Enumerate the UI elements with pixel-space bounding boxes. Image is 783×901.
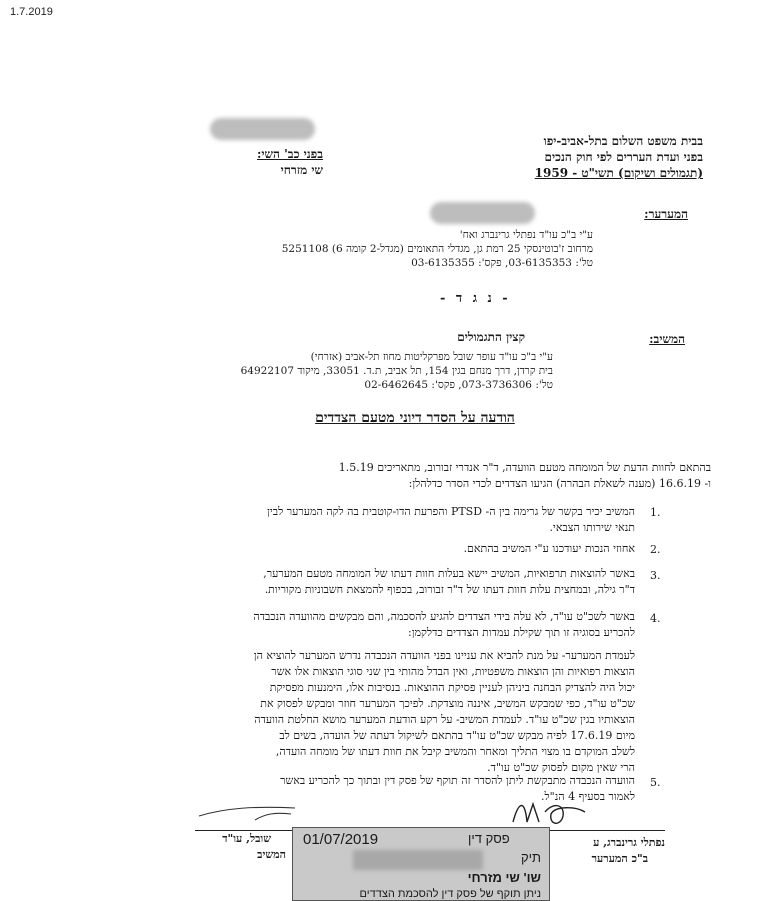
item-text	[135, 541, 635, 557]
appellant-details	[282, 228, 593, 270]
item-number: 2.	[650, 543, 661, 556]
item-line: באשר לשכ"ט עו"ד, לא עלה בידי הצדדים להגיע להסכמה, והם מבקשים מהוועדה הנכבדה	[253, 610, 635, 623]
respondent-label: המשיב:	[649, 332, 685, 346]
print-date: 1.7.2019	[10, 6, 53, 18]
court-line: (תגמולים ושיקום) תשי"ט - 1959	[534, 166, 703, 180]
respondent-line: טל': 073-3736306, פקס': 02-6462645	[364, 379, 553, 391]
appellant-counsel-role: ב"כ המערער	[591, 852, 648, 865]
intro-line: בהתאם לחוות הדעת של המומחה מטעם הוועדה, ד"ר אנדרי זבורוב, מתאריכים 1.5.19	[338, 461, 711, 474]
item-number: 4.	[650, 612, 661, 625]
positions-line: יכול היה להצדיק הבחנה ביניהן לעניין פסיקת ההוצאות. בנסיבות אלו, הימנעות מפסיקת	[269, 681, 635, 694]
item-text	[135, 504, 635, 536]
stamp-date: 01/07/2019	[303, 831, 379, 848]
item-number: 3.	[650, 569, 661, 582]
respondent-line: בית קרדן, דרך מנחם בגין 154, תל אביב, ת.ד. 33051, מיקוד 64922107	[240, 365, 553, 377]
item-number: 5.	[650, 776, 661, 789]
stamp-judge: שו' שי מזרחי	[467, 870, 541, 885]
intro-line: ו- 16.6.19 (מענה לשאלת הבהרה) הגיעו הצדדים לכדי הסדר כדלהלן:	[408, 477, 711, 490]
item-line: ד"ר גילה, ובמחצית עלות חוות דעתו של ד"ר זבורוב, בכפוף להמצאת חשבוניות מקוריות.	[264, 583, 635, 596]
signature-mark	[195, 800, 305, 828]
item-number: 1.	[650, 506, 661, 519]
respondent-counsel-role: המשיב	[257, 848, 286, 861]
appellant-line: ע"י ב"כ עו"ד נפתלי גרינברג ואח'	[459, 229, 593, 241]
redacted-case-number	[210, 118, 315, 140]
judge-name: שי מזרחי	[280, 163, 323, 177]
signature-mark	[505, 792, 595, 832]
appellant-label: המערער:	[644, 207, 688, 221]
positions-line: הרי שאין מקום לפסוק שכ"ט עו"ד.	[487, 761, 635, 774]
appellant-line: מרחוב ז'בוטינסקי 25 רמת גן, מגדלי התאומים (מגדל-2 קומה 6) 5251108	[281, 243, 593, 255]
item-line: המשיב יכיר בקשר של גרימה בין ה- PTSD והפרעת הדו-קוטבית בה לקה המערער לבין	[267, 505, 635, 518]
item-line: אחוזי הנכות יעודכנו ע"י המשיב בהתאם.	[463, 542, 635, 555]
respondent-name: קצין התגמולים	[457, 330, 525, 344]
item-line: תנאי שירותו הצבאי.	[549, 521, 635, 534]
judge-block	[203, 146, 323, 178]
item-text	[135, 566, 635, 598]
item-line: לאמור בסעיף 4 הנ"ל.	[541, 790, 635, 803]
positions-line: שכ"ט עו"ד, כפי שמבקש המשיב, איננה מוצדקת. לפיכך המערער חוזר ומבקש לפסוק את	[260, 697, 635, 710]
document-title: הודעה על הסדר דיוני מטעם הצדדים	[315, 410, 515, 426]
item-text	[135, 609, 635, 641]
court-header	[443, 133, 703, 181]
court-line: בפני ועדת העררים לפי חוק הנכים	[544, 150, 703, 164]
stamp-ruling: פסק דין	[468, 831, 510, 846]
item-line: באשר להוצאות תרפואיות, המשיב יישא בעלות חוות דעתו של המומחה מטעם המערער,	[263, 567, 635, 580]
stamp-bottom-text: ניתן תוקף של פסק דין להסכמת הצדדים	[359, 888, 541, 900]
positions-paragraph	[135, 648, 635, 776]
positions-line: מיום 17.6.19 לפיה מבקש שכ"ט עו"ד בהתאם לשיקול דעתה של הועדה, בשים לב	[279, 729, 635, 742]
respondent-line: ע"י ב"כ עו"ד עופר שובל מפרקליטות מחוז תל-אביב (אזרחי)	[310, 351, 553, 363]
signature-line	[195, 830, 305, 831]
court-line: בבית משפט השלום בתל-אביב-יפו	[543, 134, 703, 148]
intro-paragraph	[151, 460, 711, 492]
appellant-line: טל': 03-6135353, פקס': 03-6135355	[411, 257, 593, 269]
positions-line: הוצאות רפואיות והן הוצאות משפטיות, ואין הבדל מהותי בין שני סוגי הוצאות אלו אשר	[271, 665, 635, 678]
respondent-details	[241, 350, 553, 392]
redacted-appellant-name	[430, 202, 535, 224]
versus: - נ ג ד -	[440, 291, 511, 306]
appellant-counsel-name: נפתלי גרינברג, ע	[593, 836, 665, 849]
redacted-case-id	[353, 850, 483, 870]
positions-line: לעמדת המערער- על מנת להביא את עניינו בפני הוועדה הנכבדה נדרש המערער להוציא הן	[253, 649, 635, 662]
respondent-counsel-name: שובל, עו"ד	[222, 832, 271, 845]
judge-label: בפני כב' השי:	[256, 147, 323, 161]
positions-line: לשלב המוקדם בו מצוי התליך ומאחר והמשיב קיבל את חוות דעתו של מומחה הועדה,	[275, 745, 635, 758]
item-line: להכריע בסוגיה זו תוך שקילת עמדות הצדדים כדלקמן:	[408, 626, 635, 639]
court-ruling-stamp	[292, 827, 550, 901]
item-line: הוועדה הנכבדה מתבקשת ליתן להסדר זה תוקף של פסק דין ובתוך כך להכריע באשר	[280, 774, 635, 787]
stamp-case: תיק	[520, 850, 541, 865]
signature-line	[550, 830, 665, 831]
positions-line: הוצאותיו בגין שכ"ט עו"ד. לעמדת המשיב- על רקע הודעת המערער מושא החלטת הוועדה	[254, 713, 635, 726]
